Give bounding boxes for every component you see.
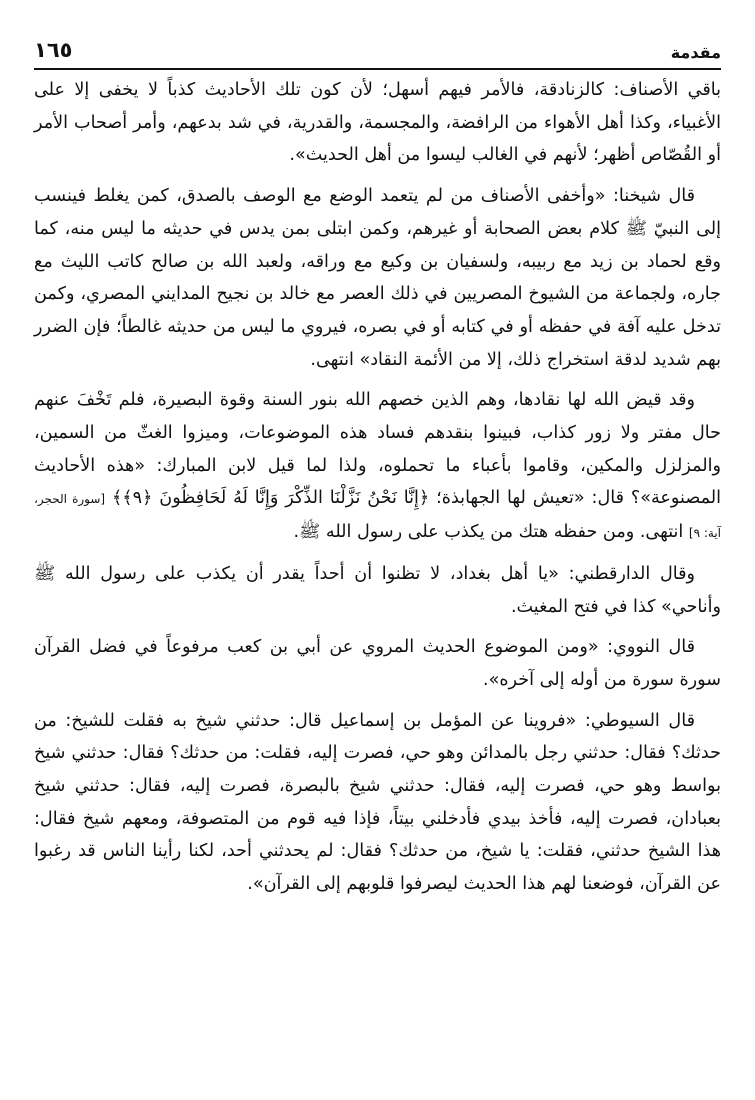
paragraph (34, 631, 721, 696)
paragraph-text: انتهى. ومن حفظه هتك من يكذب على رسول الله ﷺ. (293, 522, 684, 543)
paragraph (34, 180, 721, 376)
paragraph (34, 74, 721, 172)
paragraph (34, 384, 721, 550)
page-header (34, 30, 721, 62)
paragraph-text: وقد قيض الله لها نقادها، وهم الذين خصهم الله بنور السنة وقوة البصيرة، فلم تَخْفَ عنهم حال مفتر ولا زور كذاب، فبينوا بنقدهم فساد هذه الموضوعات، وميزوا الغثّ من السمين، والمزلزل والمكين، وقاموا بأعباء ما تحملوه، ولذا لما قيل لابن المبارك: «هذه الأحاديث المصنوعة»؟ قال: «تعيش لها الجهابذة؛ ﴿إِنَّا نَحْنُ نَزَّلْنَا الذِّكْرَ وَإِنَّا لَهُ لَحَافِظُونَ ﴿٩﴾﴾ (34, 390, 721, 509)
page-body (34, 74, 721, 901)
paragraph-text: قال شيخنا: «وأخفى الأصناف من لم يتعمد الوضع مع الوصف بالصدق، كمن يغلط فينسب إلى النبيّ ﷺ كلام بعض الصحابة أو غيرهم، وكمن ابتلى بمن يدس في حديثه ما ليس منه، كما وقع لحماد بن زيد مع ربيبه، ولسفيان بن وكيع مع وراقه، ولعبد الله بن صالح كاتب الليث مع جاره، ولجماعة من الشيوخ المصريين في ذلك العصر مع خالد بن نجيح المدايني المصري، وكمن تدخل عليه آفة في حفظه أو في كتابه أو في بصره، فيروي ما ليس من حديثه غالطاً؛ فإن الضرر بهم شديد لدقة استخراج ذلك، إلا من الأئمة النقاد» انتهى. (34, 186, 721, 370)
section-title: مقدمة (670, 43, 721, 62)
paragraph-text: باقي الأصناف: كالزنادقة، فالأمر فيهم أسهل؛ لأن كون تلك الأحاديث كذباً لا يخفى إلا على الأغبياء، وكذا أهل الأهواء من الرافضة، والمجسمة، والقدرية، في شد بدعهم، وأمر أصحاب الأمر أو القُصّاص أظهر؛ لأنهم في الغالب ليسوا من أهل الحديث». (34, 80, 721, 166)
page-number: ١٦٥ (34, 38, 73, 62)
paragraph (34, 705, 721, 901)
paragraph-text: قال النووي: «ومن الموضوع الحديث المروي عن أبي بن كعب مرفوعاً في فضل القرآن سورة سورة من أوله إلى آخره». (34, 637, 721, 690)
header-rule (34, 68, 721, 70)
quran-reference: [سورة الحجر، آية: ٩] (34, 492, 721, 541)
paragraph (34, 558, 721, 623)
paragraph-text: وقال الدارقطني: «يا أهل بغداد، لا تظنوا أن أحداً يقدر أن يكذب على رسول الله ﷺ وأناحي» كذا في فتح المغيث. (34, 563, 721, 617)
paragraph-text: قال السيوطي: «فروينا عن المؤمل بن إسماعيل قال: حدثني شيخ به فقلت للشيخ: من حدثك؟ فقال: حدثني رجل بالمدائن وهو حي، فصرت إليه، فقلت: من حدثك؟ فقال: حدثني شيخ بواسط وهو حي، فصرت إليه، فقال: حدثني شيخ بالبصرة، فصرت إليه، فقال: حدثني شيخ بعبادان، فصرت إليه، فأخذ بيدي فأدخلني بيتاً، فإذا فيه قوم من المتصوفة، ومعهم شيخ فقال: هذا الشيخ حدثني، فقلت: يا شيخ، من حدثك؟ فقال: لم يحدثني أحد، لكنا رأينا الناس قد رغبوا عن القرآن، فوضعنا لهم هذا الحديث ليصرفوا قلوبهم إلى القرآن». (34, 710, 721, 895)
